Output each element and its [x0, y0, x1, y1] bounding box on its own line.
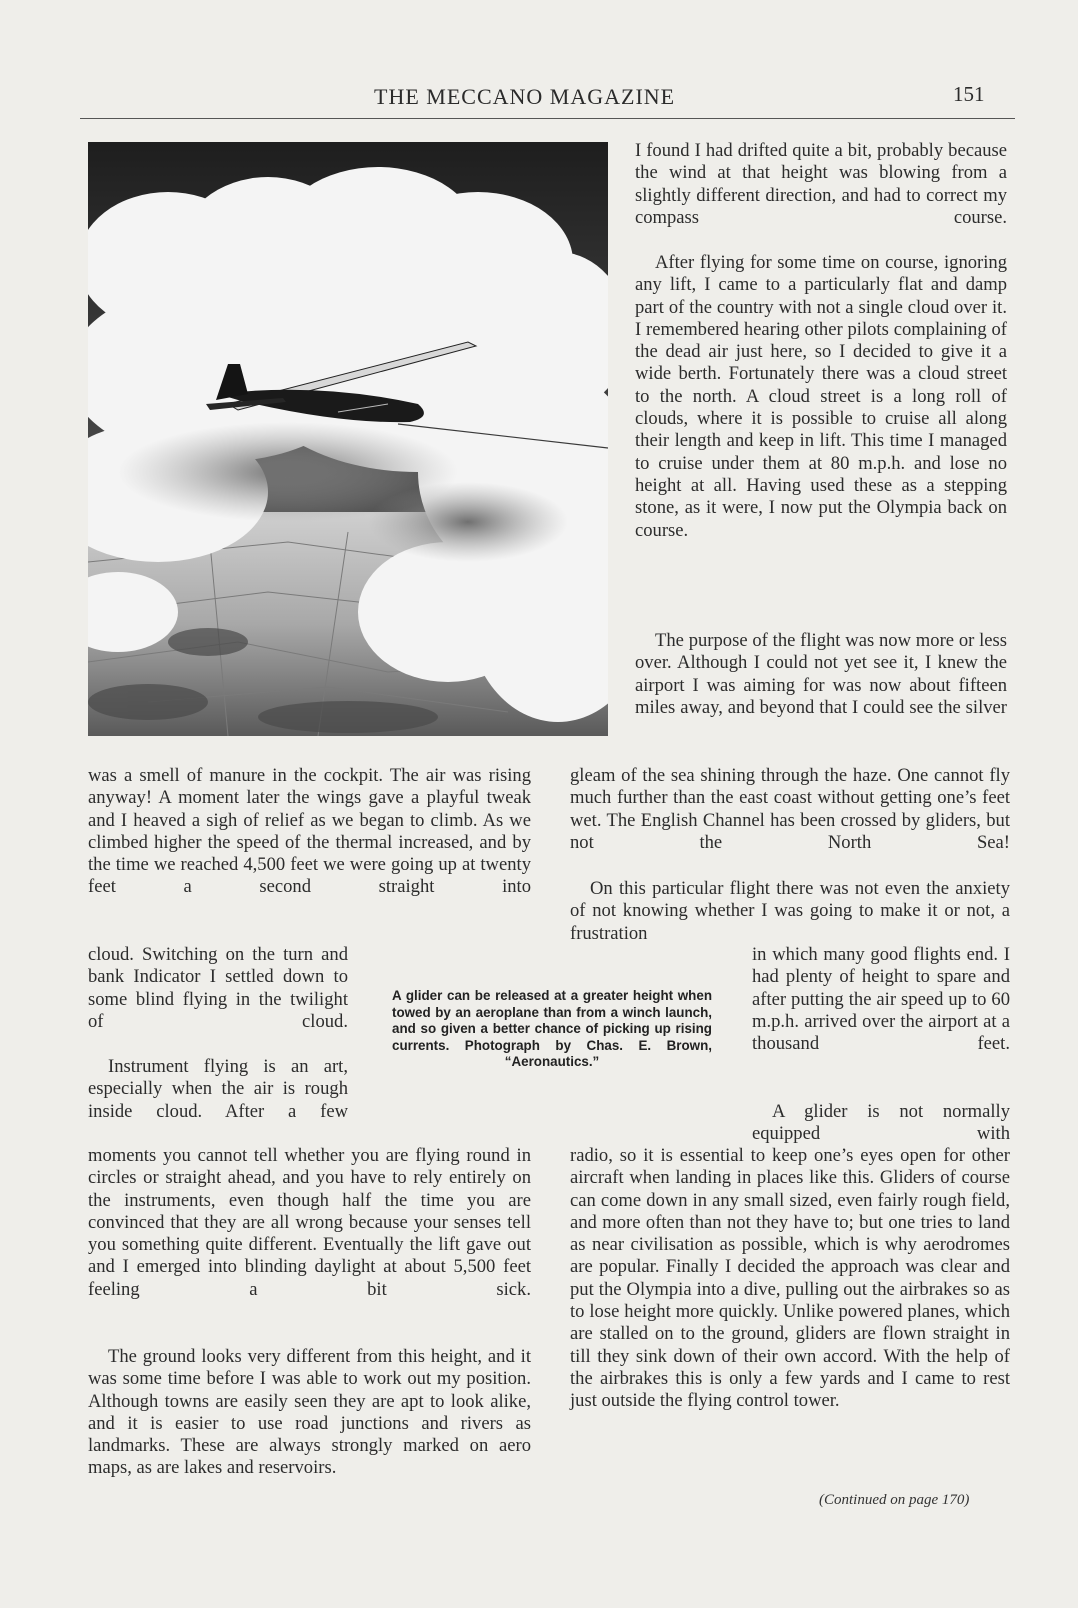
left-para-1b: cloud. Switching on the turn and bank Indicator I settled down to some blind flying in the twilight of cloud.: [88, 944, 348, 1032]
running-head: THE MECCANO MAGAZINE: [374, 84, 676, 109]
right-para-2: After flying for some time on course, ignoring any lift, I came to a particularly flat and damp part of the country with not a single cloud over it. I remembered hearing other pilots complaining of the dead air just here, so I decided to give it a wide berth. Fortunately there was a cloud street to the north. A cloud street is a long roll of clouds, where it is possible to cruise all along their length and keep in lift. This time I managed to cruise under them at 80 m.p.h. and lose no height at all. Having used these as a stepping stone, as it were, I now put the Olympia back on course.: [635, 252, 1007, 541]
glider-photo: [88, 142, 608, 736]
left-para-1: was a smell of manure in the cockpit. The air was rising anyway! A moment later the wings gave a playful tweak and I heaved a sigh of relief as we began to climb. As we climbed higher the speed of the thermal increased, and by the time we reached 4,500 feet we were going up at twenty feet a second straight into: [88, 765, 531, 898]
right-para-5a: A glider is not normally equipped with: [752, 1101, 1010, 1145]
right-para-3a: The purpose of the flight was now more or less over. Although I could not yet see it, I knew the airport I was aiming for was now about fifteen miles away, and beyond that I could see the silver: [635, 630, 1007, 718]
photo-caption: A glider can be released at a greater height when towed by an aeroplane than from a winch launch, and so given a better chance of picking up rising currents. Photograph by Chas. E. Brown, “Aeronautics.”: [392, 988, 712, 1070]
left-para-2b: moments you cannot tell whether you are flying round in circles or straight ahead, and you have to rely entirely on the instruments, even though half the time you are convinced that they are all wrong because your senses tell you something quite different. Eventually the lift gave out and I emerged into blinding daylight at about 5,500 feet feeling a bit sick.: [88, 1145, 531, 1300]
continued-note: (Continued on page 170): [819, 1492, 970, 1508]
header-rule: [80, 118, 1015, 119]
right-para-5b: radio, so it is essential to keep one’s eyes open for other aircraft when landing in places like this. Gliders of course can come down in any small sized, even fairly rough field, and more often than not they have to; but one tries to land as near civilisation as possible, which is why aerodromes are popular. Finally I decided the approach was clear and put the Olympia into a dive, pulling out the airbrakes so as to lose height more quickly. Unlike powered planes, which are stalled on to the ground, gliders are flown straight in till they sink down of their own accord. With the help of the airbrakes this is only a few yards and I came to rest just outside the flying control tower.: [570, 1145, 1010, 1412]
right-para-1: I found I had drifted quite a bit, probably because the wind at that height was blowing from a slightly different direction, and had to correct my compass course.: [635, 140, 1007, 228]
right-para-4a: On this particular flight there was not even the anxiety of not knowing whether I was going to make it or not, a frustration: [570, 878, 1010, 944]
left-para-2a: Instrument flying is an art, especially when the air is rough inside cloud. After a few: [88, 1056, 348, 1122]
page-number: 151: [953, 82, 985, 106]
right-para-3b: gleam of the sea shining through the haze. One cannot fly much further than the east coast without getting one’s feet wet. The English Channel has been crossed by gliders, but not the North Sea!: [570, 765, 1010, 853]
right-para-4b: in which many good flights end. I had plenty of height to spare and after putting the air speed up to 60 m.p.h. arrived over the airport at a thousand feet.: [752, 944, 1010, 1055]
left-para-3: The ground looks very different from this height, and it was some time before I was able to work out my position. Although towns are easily seen they are apt to look alike, and it is easier to use road junctions and rivers as landmarks. These are always strongly marked on aero maps, as are lakes and reservoirs.: [88, 1346, 531, 1479]
glider-photo-image: [88, 142, 608, 736]
